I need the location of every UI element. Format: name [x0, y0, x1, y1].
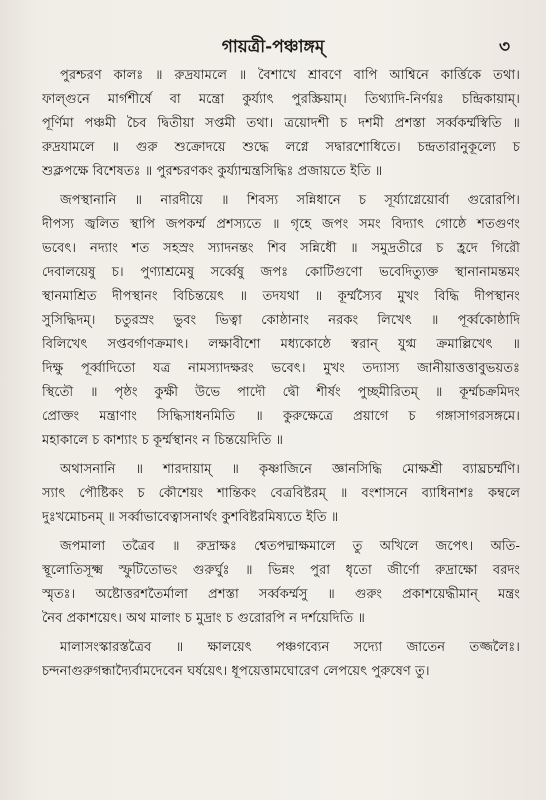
text-line: স্যাৎ পৌষ্টিকং চ কৌশেয়ং শান্তিকং বেত্রবিষ্টরম্ ॥ বংশাসনে ব্যাধিনাশঃ কম্বলে	[42, 486, 520, 501]
text-line: মালাসংস্কারস্তত্রৈব ॥ ক্ষালয়েৎ পঞ্চগব্যেন সদ্যো জাতেন তজ্জলৈঃ।	[60, 640, 520, 655]
text-line: মহাকালে চ কাশ্যাং চ কূর্ম্মস্থানং ন চিন্তয়েদিতি ॥	[42, 433, 284, 448]
text-line: পুরশ্চরণ কালঃ ॥ রুদ্রযামলে ॥ বৈশাখে শ্রাবণে বাপি আশ্বিনে কার্ত্তিকে তথা।	[60, 68, 520, 83]
text-line: দীপস্য জ্বলিত স্থাপি জপকর্ম্ম প্রশস্যতে ॥ গৃহে জপং সমং বিদ্যাৎ গোষ্ঠে শতগুণং	[42, 217, 520, 232]
text-line: জপমালা তত্রৈব ॥ রুদ্রাক্ষঃ শ্বেতপদ্মাক্ষমালে তু অখিলে জপেৎ। অতি-	[60, 539, 520, 554]
text-line: দিক্ষু পূর্ব্বাদিতো যত্র নামস্যাদক্ষরং ভবেৎ। মুখং তদ্যাস্য জানীয়াত্তত্তাবুভয়তঃ	[42, 361, 520, 376]
page-number: ৩	[498, 37, 510, 57]
paragraph	[42, 64, 520, 184]
page-body	[42, 64, 520, 784]
text-line: স্থানমাশ্রিত দীপস্থানং বিচিন্তয়েৎ ॥ তদযথা ॥ কূর্ম্মস্যৈব মুখং বিদ্ধি দীপস্থানং	[42, 289, 520, 304]
paragraph	[42, 458, 520, 530]
text-line: দুঃখমোচনম্ ॥ সর্ব্বাভাবেত্বাসনার্থং কুশবিষ্টরমিষ্যতে ইতি ॥	[42, 510, 339, 525]
text-line: রুদ্রযামলে ॥ গুরু শুক্রোদয়ে শুদ্ধে লগ্নে সদ্বারশোধিতে। চন্দ্রতারানুকূল্যে চ	[42, 140, 520, 155]
text-line: সুসিদ্ধিদম্। চতুরস্রং ভুবং ভিত্বা কোষ্ঠানাং নরকং লিখেৎ ॥ পূর্ব্বকোষ্ঠাদি	[42, 313, 520, 328]
text-line: প্রোক্তং মন্ত্রাণাং সিদ্ধিসাধনমিতি ॥ কুরুক্ষেত্রে প্রয়াগে চ গঙ্গাসাগরসঙ্গমে।	[42, 409, 520, 424]
paragraph	[42, 636, 520, 684]
text-line: দেবালয়েষু চ। পুণ্যাশ্রমেষু সর্ব্বেষু জপঃ কোটিগুণো ভবেদিত্যুক্ত স্থানানামন্তমং	[42, 265, 520, 280]
text-line: বিলিখেৎ সপ্তবর্গাণক্রমাৎ। লক্ষাবীশো মধ্যকোষ্ঠে স্বরান্ যুগ্ম ক্রমাল্লিখেৎ ॥	[42, 337, 520, 352]
text-line: ভবেৎ। নদ্যাং শত সহস্রং স্যাদনন্তং শিব সন্নিধৌ ॥ সমুদ্রতীরে চ হ্রদে গিরৌ	[42, 241, 520, 256]
text-line: চন্দনাগুরুগন্ধাদ্যৈর্বামদেবেন ঘর্ষয়েৎ। ধূপয়েত্তামঘোরেণ লেপয়েৎ পুরুষেণ তু।	[42, 664, 430, 679]
text-line: স্থূলোতিসূক্ষ্ম স্ফুটিতোভং গুরুর্ঘুঃ ॥ ভিন্নং পুরা ধৃতো জীর্ণো রুদ্রাক্ষো বরদং	[42, 563, 520, 578]
paragraph	[42, 535, 520, 631]
text-line: জপস্থানানি ॥ নারদীয়ে ॥ শিবস্য সন্নিধানে চ সূর্য্যাগ্নেয়োর্বা গুরোরপি।	[60, 193, 520, 208]
text-line: পূর্ণিমা পঞ্চমী চৈব দ্বিতীয়া সপ্তমী তথা। ত্রয়োদশী চ দশমী প্রশস্তা সর্ব্বকর্ম্মস্বিতি ॥	[42, 116, 520, 131]
text-line: শুক্লপক্ষে বিশেষতঃ ॥ পুরশ্চরণকং কুর্য্যান্মন্ত্রসিদ্ধিঃ প্রজায়তে ইতি ॥	[42, 164, 383, 179]
page-title: গায়ত্রী-পঞ্চাঙ্গম্	[221, 37, 325, 57]
text-line: অথাসনানি ॥ শারদায়াম্ ॥ কৃষ্ণাজিনে জ্ঞানসিদ্ধি মোক্ষশ্রী ব্যাঘ্রচর্ম্মণি।	[60, 462, 520, 477]
paragraph	[42, 189, 520, 453]
text-line: ফাল্গুনে মার্গশীর্ষে বা মন্ত্রো কুর্য্যাৎ পুরস্ক্রিয়াম্। তিথ্যাদি-নির্ণয়ঃ চন্দ্রিকায়াম্।	[42, 92, 520, 107]
text-line: নৈব প্রকাশয়েৎ। অথ মালাং চ মুদ্রাং চ গুরোরপি ন দর্শয়েদিতি ॥	[42, 611, 365, 626]
text-line: স্মৃতঃ। অষ্টোত্তরশতৈর্মালা প্রশস্তা সর্ব্বকর্ম্মসু ॥ গুরুং প্রকাশয়েদ্ধীমান্ মন্ত্রং	[42, 587, 520, 602]
text-line: স্থিতৌ ॥ পৃষ্ঠং কুক্ষী উভে পাদৌ দ্বৌ শীর্ষং পুচ্ছমীরিতম্ ॥ কূর্ম্মচক্রমিদং	[42, 385, 520, 400]
page-header	[0, 34, 546, 62]
